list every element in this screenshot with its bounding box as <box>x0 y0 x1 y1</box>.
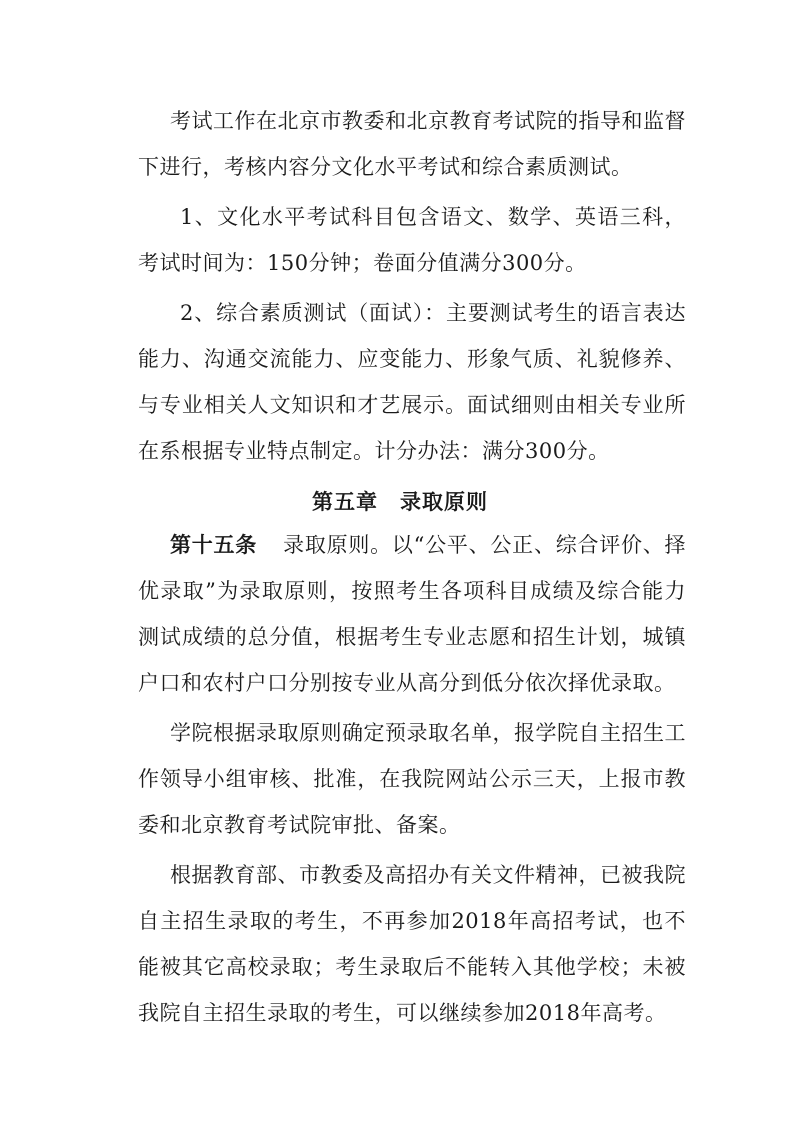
section-body-admission <box>138 522 686 1036</box>
paragraph-article-15 <box>138 522 686 706</box>
paragraph-item-2: 2、综合素质测试（面试）：主要测试考生的语言表达能力、沟通交流能力、应变能力、形象气质、礼貌修养、与专业相关人文知识和才艺展示。面试细则由相关专业所在系根据专业特点制定。计分办法：满分300分。 <box>138 301 686 463</box>
article-text: 录取原则。以“公平、公正、综合评价、择优录取”为录取原则，按照考生各项科目成绩及综合能力测试成绩的总分值，根据考生专业志愿和招生计划，城镇户口和农村户口分别按专业从高分到低分依次择优录取。 <box>138 533 687 695</box>
paragraph-policy: 根据教育部、市教委及高招办有关文件精神，已被我院自主招生录取的考生，不再参加2018年高招考试，也不能被其它高校录取；考生录取后不能转入其他学校；未被我院自主招生录取的考生，可以继续参加2018年高考。 <box>138 863 686 1025</box>
paragraph-exam-intro: 考试工作在北京市教委和北京教育考试院的指导和监督下进行，考核内容分文化水平考试和综合素质测试。 <box>138 109 686 179</box>
article-label: 第十五条 <box>170 532 258 557</box>
paragraph-item-1: 1、文化水平考试科目包含语文、数学、英语三科，考试时间为：150分钟；卷面分值满分300分。 <box>138 205 686 275</box>
chapter-title: 录取原则 <box>400 489 488 514</box>
section-body-exam <box>138 98 686 474</box>
paragraph-preliminary-list: 学院根据录取原则确定预录取名单，报学院自主招生工作领导小组审核、批准，在我院网站公示三天，上报市教委和北京教育考试院审批、备案。 <box>138 721 686 837</box>
chapter-number: 第五章 <box>312 489 378 514</box>
chapter-heading <box>0 486 800 516</box>
